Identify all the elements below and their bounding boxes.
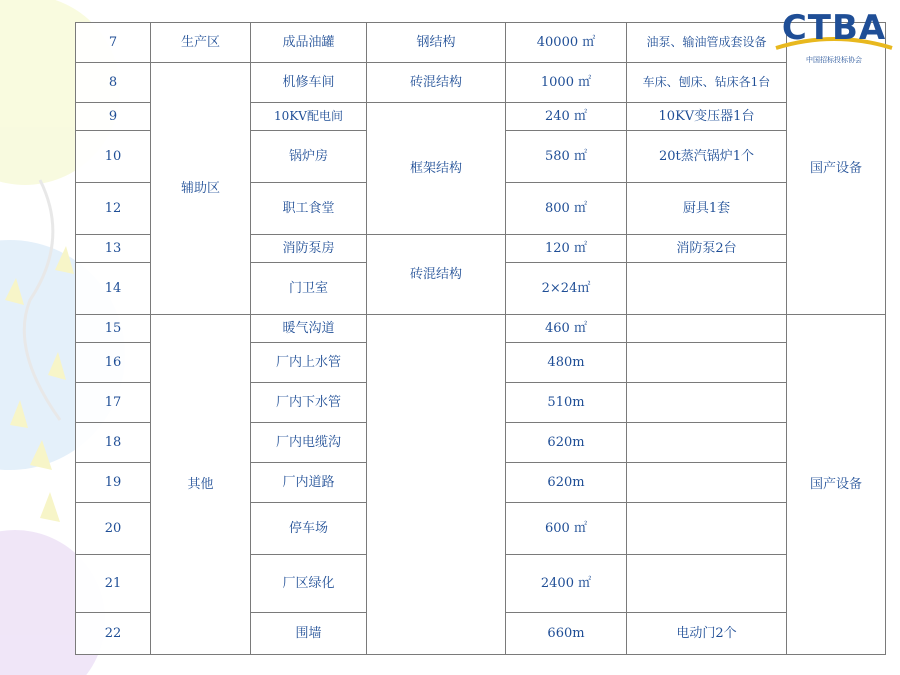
row-number: 17 xyxy=(76,383,151,423)
equipment-cell: 电动门2个 xyxy=(627,613,787,655)
area-cell: 2400 ㎡ xyxy=(506,555,627,613)
ctba-logo xyxy=(770,8,898,68)
facility-name: 消防泵房 xyxy=(251,235,367,263)
facility-name: 锅炉房 xyxy=(251,131,367,183)
equipment-cell xyxy=(627,343,787,383)
facility-name: 机修车间 xyxy=(251,63,367,103)
structure-cell-empty xyxy=(367,315,506,655)
equipment-cell xyxy=(627,503,787,555)
table-row xyxy=(76,23,886,63)
area-cell: 800 ㎡ xyxy=(506,183,627,235)
area-cell: 1000 ㎡ xyxy=(506,63,627,103)
area-cell: 580 ㎡ xyxy=(506,131,627,183)
table-row xyxy=(76,315,886,343)
facility-name: 厂内电缆沟 xyxy=(251,423,367,463)
source-cell: 国产设备 xyxy=(787,315,886,655)
row-number: 18 xyxy=(76,423,151,463)
row-number: 10 xyxy=(76,131,151,183)
equipment-cell: 10KV变压器1台 xyxy=(627,103,787,131)
area-cell: 600 ㎡ xyxy=(506,503,627,555)
area-cell: 2×24㎡ xyxy=(506,263,627,315)
area-cell: 510m xyxy=(506,383,627,423)
equipment-cell xyxy=(627,383,787,423)
row-number: 20 xyxy=(76,503,151,555)
row-number: 19 xyxy=(76,463,151,503)
equipment-cell xyxy=(627,315,787,343)
area-cell: 240 ㎡ xyxy=(506,103,627,131)
area-cell: 120 ㎡ xyxy=(506,235,627,263)
area-cell: 660m xyxy=(506,613,627,655)
row-number: 8 xyxy=(76,63,151,103)
equipment-cell: 20t蒸汽锅炉1个 xyxy=(627,131,787,183)
structure-cell: 框架结构 xyxy=(367,103,506,235)
zone-cell: 生产区 xyxy=(151,23,251,63)
row-number: 9 xyxy=(76,103,151,131)
equipment-cell: 油泵、输油管成套设备 xyxy=(627,23,787,63)
row-number: 14 xyxy=(76,263,151,315)
table-row xyxy=(76,63,886,103)
area-cell: 460 ㎡ xyxy=(506,315,627,343)
row-number: 7 xyxy=(76,23,151,63)
zone-cell: 其他 xyxy=(151,315,251,655)
facility-name: 10KV配电间 xyxy=(251,103,367,131)
logo-text: CTBA xyxy=(781,8,887,48)
zone-cell: 辅助区 xyxy=(151,63,251,315)
area-cell: 40000 ㎡ xyxy=(506,23,627,63)
facility-name: 职工食堂 xyxy=(251,183,367,235)
structure-cell: 砖混结构 xyxy=(367,63,506,103)
area-cell: 480m xyxy=(506,343,627,383)
equipment-cell: 厨具1套 xyxy=(627,183,787,235)
row-number: 21 xyxy=(76,555,151,613)
facility-table xyxy=(75,22,886,655)
facility-name: 厂区绿化 xyxy=(251,555,367,613)
equipment-cell xyxy=(627,463,787,503)
row-number: 13 xyxy=(76,235,151,263)
facility-name: 成品油罐 xyxy=(251,23,367,63)
equipment-cell xyxy=(627,555,787,613)
equipment-cell: 车床、刨床、钻床各1台 xyxy=(627,63,787,103)
logo-subtitle: 中国招标投标协会 xyxy=(806,56,862,64)
facility-name: 暖气沟道 xyxy=(251,315,367,343)
row-number: 16 xyxy=(76,343,151,383)
facility-name: 停车场 xyxy=(251,503,367,555)
area-cell: 620m xyxy=(506,423,627,463)
source-cell: 国产设备 xyxy=(787,23,886,315)
row-number: 22 xyxy=(76,613,151,655)
equipment-cell xyxy=(627,263,787,315)
equipment-cell xyxy=(627,423,787,463)
facility-name: 厂内道路 xyxy=(251,463,367,503)
facility-name: 厂内上水管 xyxy=(251,343,367,383)
facility-name: 围墙 xyxy=(251,613,367,655)
structure-cell: 钢结构 xyxy=(367,23,506,63)
facility-name: 厂内下水管 xyxy=(251,383,367,423)
equipment-cell: 消防泵2台 xyxy=(627,235,787,263)
facility-name: 门卫室 xyxy=(251,263,367,315)
row-number: 15 xyxy=(76,315,151,343)
structure-cell: 砖混结构 xyxy=(367,235,506,315)
row-number: 12 xyxy=(76,183,151,235)
area-cell: 620m xyxy=(506,463,627,503)
